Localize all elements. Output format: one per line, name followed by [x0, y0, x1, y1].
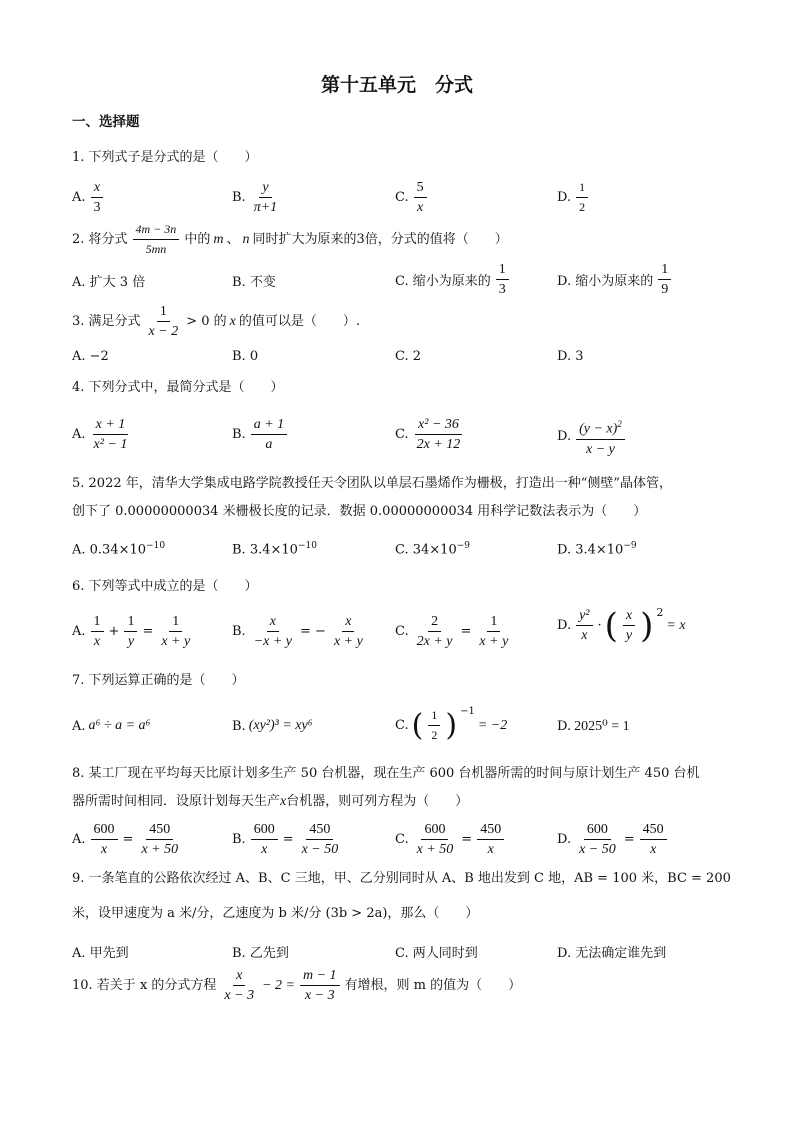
option-label: C.	[395, 624, 409, 639]
fraction-denominator: x − 3	[304, 988, 335, 1003]
option-label: B.	[232, 624, 246, 639]
fraction-numerator: 1	[496, 260, 509, 280]
fraction-denominator: x + 50	[141, 842, 179, 857]
fraction-denominator: 5mn	[145, 242, 167, 256]
q1-option-c[interactable]	[395, 178, 429, 217]
left-paren: (	[411, 707, 424, 743]
fraction-numerator: 450	[477, 820, 504, 840]
exponent: −9	[456, 541, 471, 551]
exponent: 2	[617, 419, 622, 429]
question-3-stem	[72, 302, 360, 341]
option-label: D.	[557, 618, 572, 633]
q7-option-b[interactable]	[232, 718, 313, 734]
q8-option-c[interactable]	[395, 820, 506, 859]
fraction-denominator: 2	[431, 728, 438, 742]
question-1-stem: 1. 下列式子是分式的是（ ）	[72, 150, 258, 165]
stem-text: 台机器，则可列方程为（ ）	[286, 794, 469, 809]
fraction-denominator: y	[625, 628, 633, 643]
stem-text: 的值可以是（ ）.	[238, 313, 361, 329]
fraction-denominator: x + y	[333, 634, 363, 649]
option-label: C.	[395, 832, 409, 847]
fraction-denominator: 3	[498, 282, 506, 297]
q8-option-a[interactable]	[72, 820, 183, 859]
fraction-denominator: x	[650, 842, 657, 857]
q5-option-d[interactable]	[557, 541, 637, 557]
option-label: D.	[557, 832, 572, 847]
stem-text: 中的	[184, 231, 211, 247]
exponent: −10	[146, 541, 166, 551]
fraction-numerator: 1	[157, 302, 170, 322]
q8-option-b[interactable]	[232, 820, 343, 859]
fraction-numerator: y	[259, 178, 271, 198]
fraction-numerator: 600	[91, 820, 118, 840]
question-5-stem-line-2: 创下了 0.00000000034 米栅极长度的记录．数据 0.00000000034 用科学记数法表示为（ ）	[72, 504, 647, 519]
question-9-stem-line-1: 9. 一条笔直的公路依次经过 A、B、C 三地，甲、乙分别同时从 A、B 地出发到 C 地，AB = 100 米，BC = 200	[72, 871, 731, 886]
stem-text: 2. 将分式	[72, 231, 128, 247]
fraction-denominator: x − y	[586, 441, 615, 457]
option-text: C. 34×10	[395, 542, 457, 558]
q4-option-d[interactable]	[557, 415, 627, 459]
fraction-numerator: 600	[421, 820, 448, 840]
fraction-numerator: 450	[146, 820, 173, 840]
option-text: D. 3.4×10	[557, 542, 624, 558]
stem-text: 同时扩大为原来的3倍，分式的值将（ ）	[252, 231, 508, 247]
fraction-numerator: x	[267, 612, 279, 632]
q8-option-d[interactable]	[557, 820, 669, 859]
plus-sign: +	[108, 624, 120, 639]
exponent: −9	[623, 541, 637, 551]
fraction-numerator: 1	[428, 706, 440, 726]
question-9-stem-line-2: 米，设甲速度为 a 米/分，乙速度为 b 米/分 (3b > 2a)，那么（ ）	[72, 906, 479, 921]
q1-option-b[interactable]	[232, 178, 282, 217]
q1-option-d[interactable]	[557, 178, 590, 217]
fraction-numerator: 2	[428, 612, 441, 632]
question-8-stem-line-1: 8. 某工厂现在平均每天比原计划多生产 50 台机器，现在生产 600 台机器所需的时间与原计划生产 450 台机	[72, 766, 700, 781]
fraction-numerator: x	[342, 612, 354, 632]
fraction-numerator: x	[91, 178, 103, 198]
q3-option-a[interactable]: A. −2	[72, 349, 109, 364]
equals-sign: =	[122, 832, 134, 847]
option-label: D.	[557, 719, 572, 734]
fraction-denominator: y	[127, 634, 135, 649]
dot-operator: ·	[597, 618, 602, 633]
q2-option-a[interactable]: A. 扩大 3 倍	[72, 275, 146, 290]
stem-text: 有增根，则 m 的值为（ ）	[344, 977, 522, 993]
stem-text: 10. 若关于 x 的分式方程	[72, 977, 217, 993]
exponent: −10	[297, 541, 317, 551]
fraction-denominator: −x + y	[253, 634, 293, 649]
option-label: C.	[395, 190, 409, 205]
fraction-numerator: 450	[640, 820, 667, 840]
option-label: B.	[232, 718, 246, 734]
q5-option-a[interactable]	[72, 541, 165, 557]
expression: a⁶ ÷ a = a⁶	[88, 718, 151, 733]
stem-text: 、	[226, 231, 240, 247]
stem-text: 3. 满足分式	[72, 313, 141, 329]
q7-option-c[interactable]	[395, 706, 507, 745]
option-text: A. 0.34×10	[72, 542, 147, 558]
right-paren: )	[640, 605, 654, 646]
q5-option-b[interactable]	[232, 541, 317, 557]
question-4-stem: 4. 下列分式中，最简分式是（ ）	[72, 380, 284, 395]
exponent: −1	[460, 706, 475, 717]
fraction-numerator: a + 1	[251, 415, 287, 435]
question-5-stem-line-1: 5. 2022 年，清华大学集成电路学院教授任天令团队以单层石墨烯作为栅极，打造出一种“侧壁”晶体管，	[72, 476, 673, 491]
fraction-denominator: x − 2	[148, 324, 179, 339]
fraction-denominator: x − 50	[301, 842, 339, 857]
fraction-numerator: 1	[658, 260, 671, 280]
q1-option-a[interactable]	[72, 178, 106, 217]
q9-option-b[interactable]: B. 乙先到	[232, 946, 289, 961]
fraction-denominator: 2x + 12	[416, 437, 461, 452]
fraction-numerator: 1	[91, 612, 104, 632]
q9-option-a[interactable]: A. 甲先到	[72, 946, 129, 961]
q4-option-b[interactable]	[232, 415, 289, 454]
q4-option-a[interactable]	[72, 415, 132, 454]
option-label: A.	[72, 427, 86, 442]
fraction-numerator: y²	[576, 606, 592, 626]
fraction-denominator: x	[100, 842, 108, 857]
fraction-numerator: 600	[584, 820, 611, 840]
q2-option-b[interactable]: B. 不变	[232, 275, 276, 290]
q6-option-b[interactable]	[232, 612, 368, 651]
question-6-stem: 6. 下列等式中成立的是（ ）	[72, 579, 258, 594]
option-label: C.	[395, 427, 409, 442]
fraction-numerator: x + 1	[93, 415, 129, 435]
expression: (xy²)³ = xy⁶	[248, 718, 313, 733]
fraction-numerator: 1	[487, 612, 500, 632]
question-2-stem	[72, 220, 508, 259]
option-text: B. 3.4×10	[232, 542, 298, 558]
fraction-denominator: x + 50	[416, 842, 454, 857]
fraction-numerator: 1	[169, 612, 182, 632]
equals-sign: =	[623, 832, 635, 847]
q2-option-d[interactable]	[557, 260, 673, 299]
option-label: D. 缩小为原来的	[557, 274, 654, 289]
fraction-numerator: 1	[124, 612, 137, 632]
variable-m: m	[213, 231, 224, 247]
option-label: C. 缩小为原来的	[395, 274, 491, 289]
fraction-numerator: m − 1	[300, 966, 340, 986]
fraction-numerator: 5	[414, 178, 427, 198]
fraction-numerator: 4m − 3n	[133, 220, 180, 240]
question-7-stem: 7. 下列运算正确的是（ ）	[72, 673, 245, 688]
fraction-denominator: x + y	[161, 634, 191, 649]
expression: 2025⁰ = 1	[574, 719, 630, 734]
fraction-numerator: x² − 36	[415, 415, 462, 435]
fraction-denominator: x + y	[479, 634, 509, 649]
fraction-denominator: 9	[661, 282, 669, 297]
fraction-numerator: x	[623, 606, 635, 626]
option-label: A.	[72, 190, 86, 205]
question-10-stem	[72, 966, 521, 1005]
option-label: A.	[72, 624, 86, 639]
fraction-denominator: x − 50	[579, 842, 616, 857]
variable-n: n	[242, 231, 250, 247]
option-label: A.	[72, 718, 86, 734]
fraction-numerator: 450	[306, 820, 333, 840]
option-label: B.	[232, 427, 246, 442]
fraction-denominator: x	[581, 628, 588, 643]
q7-option-d[interactable]	[557, 718, 630, 735]
q6-option-a[interactable]	[72, 612, 195, 651]
q9-option-d[interactable]: D. 无法确定谁先到	[557, 946, 667, 961]
exponent: 2	[656, 606, 664, 619]
fraction-denominator: x	[417, 200, 424, 215]
equals-sign: =	[460, 624, 472, 639]
expression: = −2	[477, 717, 508, 733]
q6-option-c[interactable]	[395, 612, 513, 651]
equals-sign: =	[142, 624, 154, 639]
q3-option-c[interactable]: C. 2	[395, 349, 422, 364]
q5-option-c[interactable]	[395, 541, 470, 557]
option-label: D.	[557, 429, 572, 445]
fraction-numerator: 1	[576, 178, 588, 198]
page-title: 第十五单元 分式	[320, 74, 473, 96]
fraction-denominator: 3	[93, 200, 101, 215]
equals-sign: =	[282, 832, 294, 847]
option-label: C.	[395, 718, 409, 733]
fraction-denominator: x	[487, 842, 494, 857]
option-label: B.	[232, 832, 246, 847]
variable-x: x	[280, 794, 287, 809]
stem-text: > 0 的	[186, 313, 227, 329]
fraction-denominator: x² − 1	[93, 437, 128, 452]
equals-sign: =	[461, 832, 473, 847]
fraction-denominator: x − 3	[224, 988, 255, 1003]
option-label: D.	[557, 190, 572, 205]
fraction-denominator: a	[265, 437, 273, 452]
q4-option-c[interactable]	[395, 415, 465, 454]
right-paren: )	[445, 707, 458, 743]
option-label: A.	[72, 832, 86, 847]
q7-option-a[interactable]	[72, 718, 150, 734]
fraction-denominator: π+1	[253, 200, 278, 215]
fraction-numerator: x	[233, 966, 245, 986]
stem-text: 器所需时间相同．设原计划每天生产	[72, 794, 281, 809]
fraction-numerator: (y − x)	[579, 421, 618, 437]
option-label: B.	[232, 190, 246, 205]
q9-option-c[interactable]: C. 两人同时到	[395, 946, 478, 961]
q3-option-b[interactable]: B. 0	[232, 349, 259, 364]
q2-option-c[interactable]	[395, 260, 511, 299]
q3-option-d[interactable]: D. 3	[557, 349, 584, 364]
fraction-denominator: x	[93, 634, 101, 649]
fraction-numerator: 600	[251, 820, 278, 840]
section-heading: 一、选择题	[72, 114, 140, 130]
equals-sign: = −	[300, 624, 326, 639]
fraction-denominator: x	[261, 842, 268, 857]
question-8-stem-line-2	[72, 792, 468, 812]
q6-option-d[interactable]	[557, 606, 686, 645]
left-paren: (	[604, 605, 618, 646]
fraction-denominator: 2	[579, 200, 586, 214]
equals-x: = x	[666, 617, 686, 633]
fraction-denominator: 2x + y	[416, 634, 453, 649]
variable-x: x	[229, 313, 236, 329]
stem-operator: − 2 =	[262, 977, 295, 993]
